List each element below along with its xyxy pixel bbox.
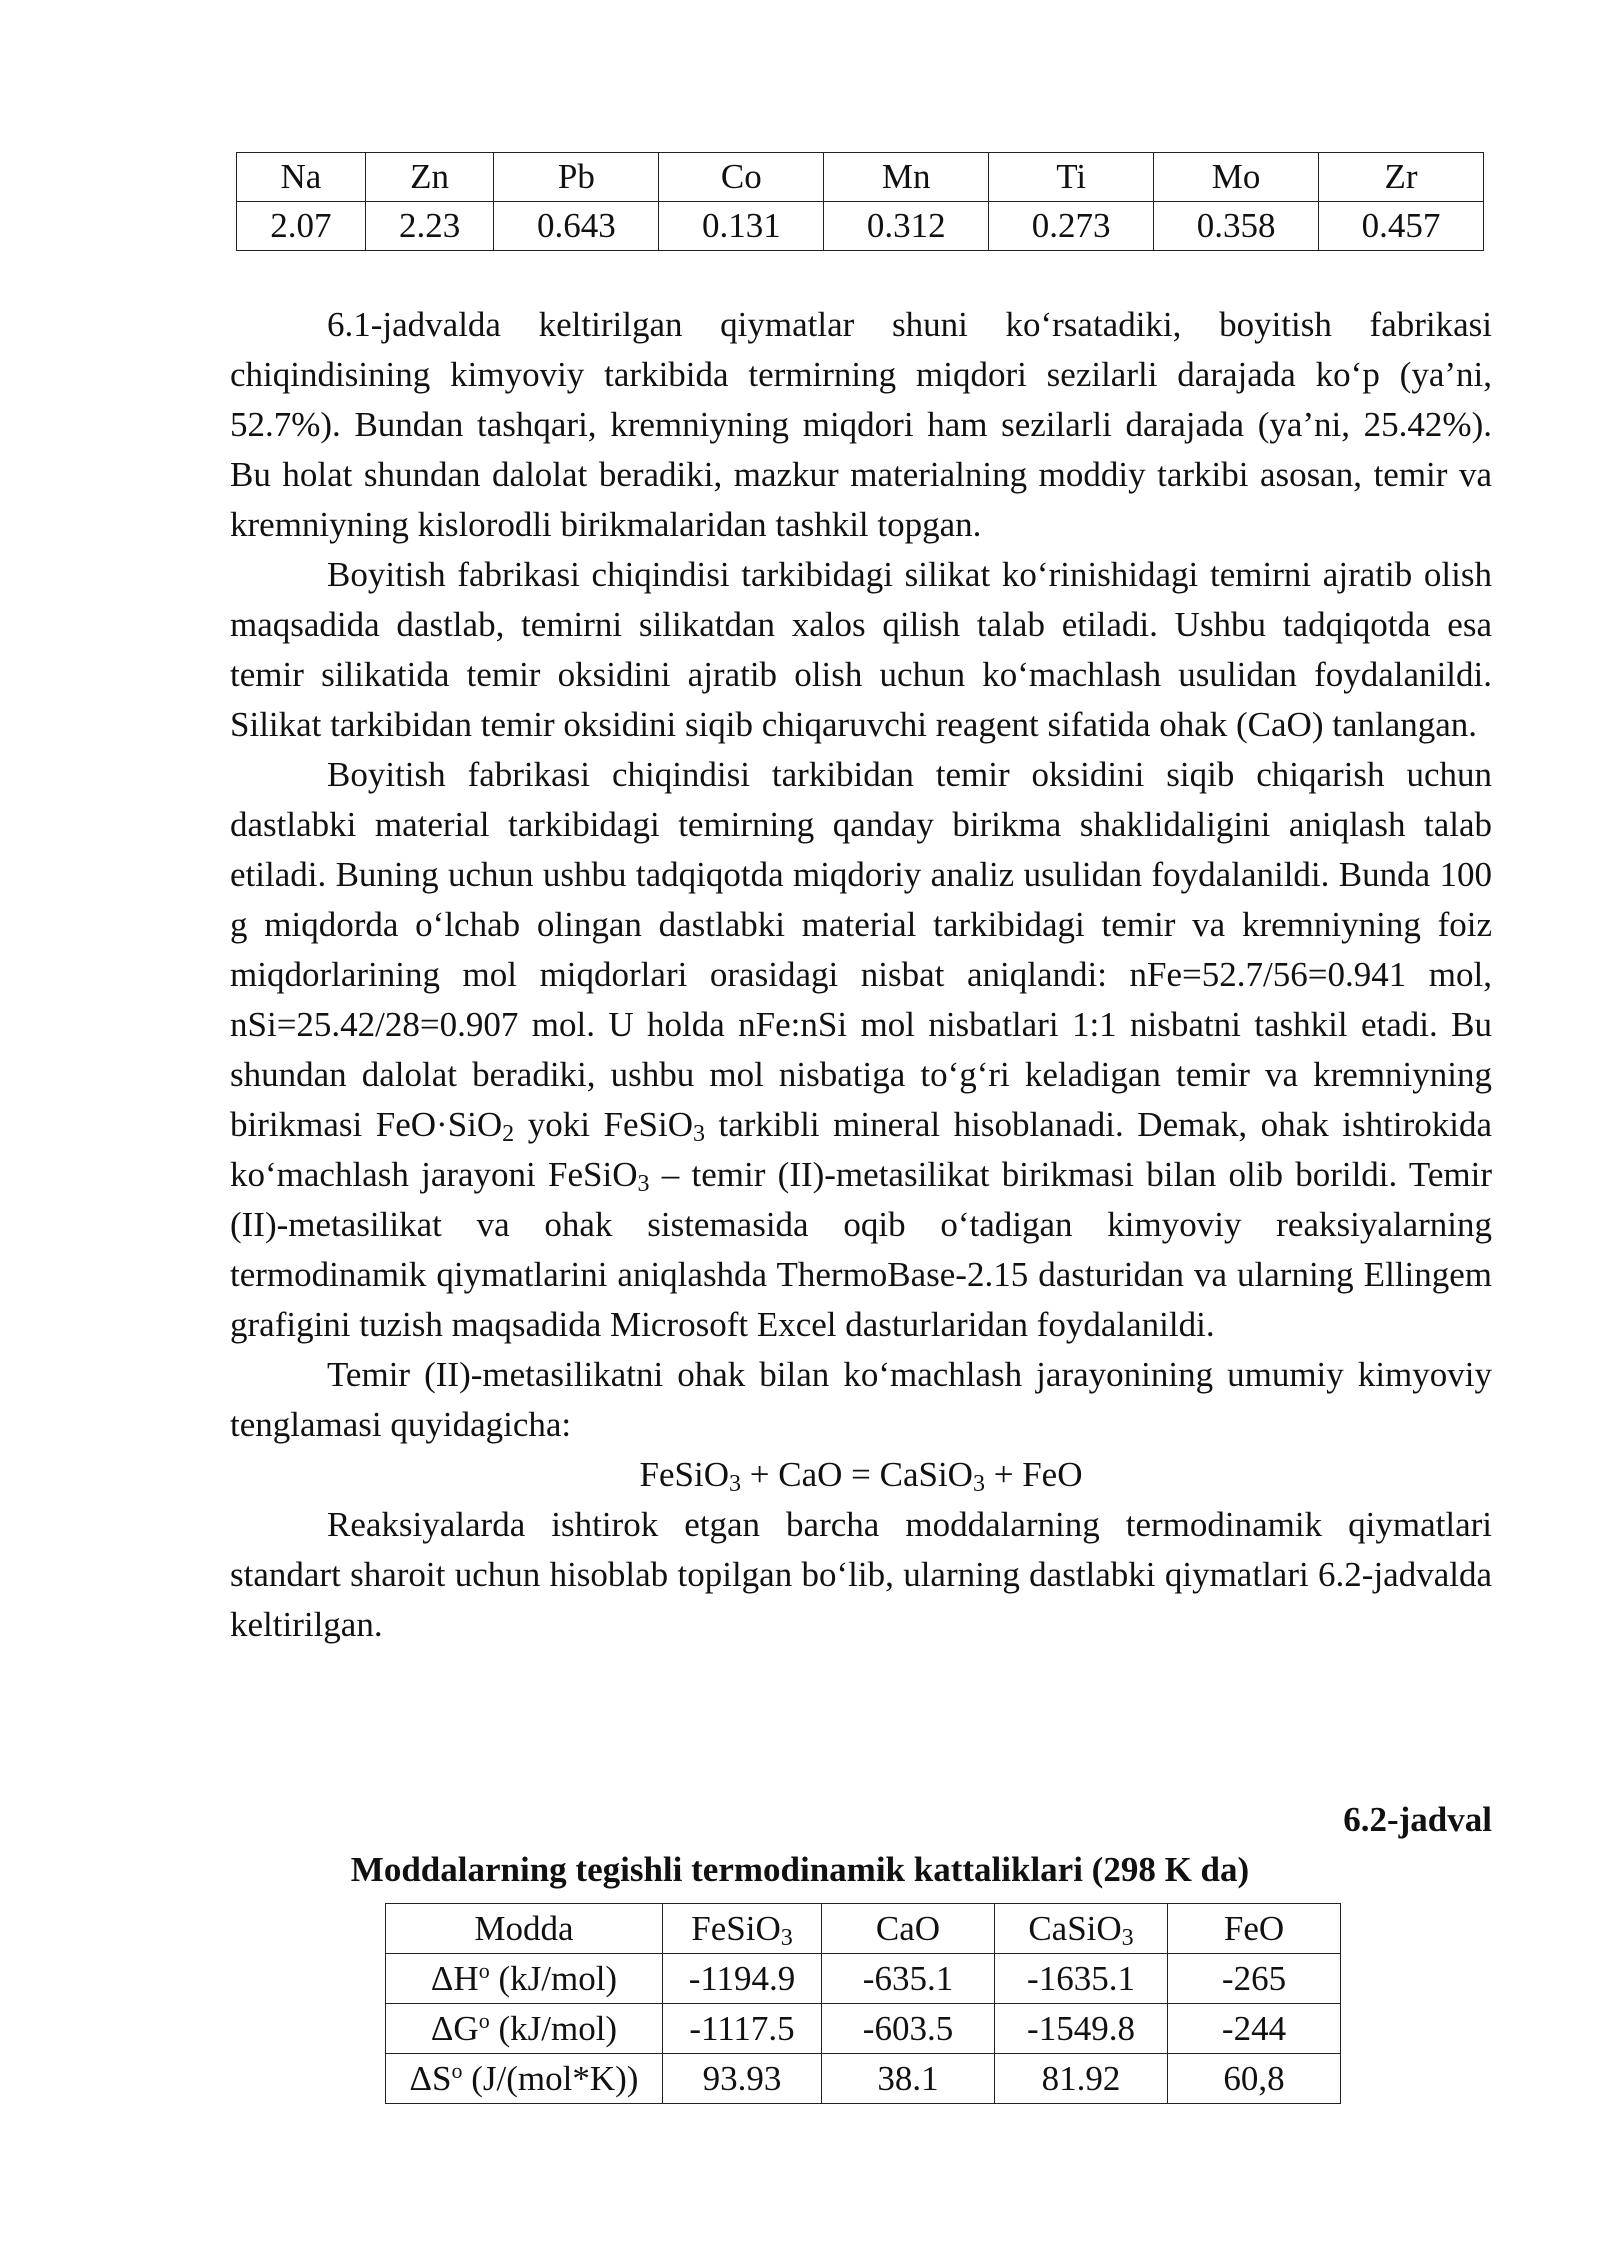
value-cell: -603.5 (822, 2004, 995, 2054)
row-label-cell (386, 1954, 663, 2004)
element-header-cell: Pb (494, 153, 659, 202)
value-cell: -635.1 (822, 1954, 995, 2004)
value-cell: 60,8 (1168, 2054, 1341, 2104)
thermodynamic-table (385, 1903, 1341, 2104)
element-value-cell: 0.457 (1319, 202, 1484, 251)
header-cell (995, 1904, 1168, 1954)
row-label-text: (J/(mol*K)) (462, 2058, 639, 2098)
subscript: 3 (1121, 1924, 1134, 1951)
paragraph-4: Temir (II)-metasilikatni ohak bilan ko‘machlash jarayonining umumiy kimyoviy tenglamasi quyidagicha: (230, 1355, 1492, 1444)
row-label-text: (kJ/mol) (489, 2008, 618, 2048)
value-cell: 81.92 (995, 2054, 1168, 2104)
value-cell: -1117.5 (663, 2004, 822, 2054)
element-header-cell: Mn (824, 153, 989, 202)
value-cell: 38.1 (822, 2054, 995, 2104)
value-cell: -1635.1 (995, 1954, 1168, 2004)
subscript: 3 (780, 1924, 793, 1951)
element-header-cell: Mo (1154, 153, 1319, 202)
row-label-text: ΔS (409, 2058, 452, 2098)
superscript: o (478, 1957, 490, 1983)
element-header-cell: Zn (365, 153, 494, 202)
element-header-cell: Ti (989, 153, 1154, 202)
table-row (386, 2004, 1341, 2054)
body-text (230, 300, 1492, 1650)
equation-text: FeSiO (639, 1455, 729, 1494)
value-cell: -1549.8 (995, 2004, 1168, 2054)
element-value-cell: 0.643 (494, 202, 659, 251)
subscript: 2 (502, 1121, 515, 1147)
paragraph-3-text: yoki FeSiO (514, 1105, 693, 1144)
header-cell: FeO (1168, 1904, 1341, 1954)
header-cell: Modda (386, 1904, 663, 1954)
subscript: 3 (637, 1171, 650, 1197)
row-label-cell (386, 2054, 663, 2104)
row-label-text: ΔH (430, 1958, 479, 1998)
value-cell: -244 (1168, 2004, 1341, 2054)
value-cell: -265 (1168, 1954, 1341, 2004)
element-value-cell: 0.358 (1154, 202, 1319, 251)
element-content-table (236, 152, 1484, 251)
paragraph-5: Reaksiyalarda ishtirok etgan barcha moddalarning termodinamik qiymatlari standart sharoit uchun hisoblab topilgan bo‘lib, ularning dastlabki qiymatlari 6.2-jadvalda keltirilgan. (230, 1505, 1492, 1644)
header-cell (663, 1904, 822, 1954)
element-header-cell: Na (237, 153, 366, 202)
element-value-cell: 0.131 (659, 202, 824, 251)
value-cell: -1194.9 (663, 1954, 822, 2004)
subscript: 3 (728, 1471, 741, 1497)
element-header-cell: Zr (1319, 153, 1484, 202)
table-row (386, 1954, 1341, 2004)
paragraph-3-text: Boyitish fabrikasi chiqindisi tarkibidan temir oksidini siqib chiqarish uchun dastlabki material tarkibidagi temirning qanday birikma shaklidaligini aniqlash talab etiladi. Buning uchun ushbu tadqiqotda miqdoriy analiz usulidan foydalanildi. Bunda 100 g miqdorda o‘lchab olingan dastlabki material tarkibidagi temir va kremniyning foiz miqdorlarining mol miqdorlari orasidagi nisbat aniqlandi: nFe=52.7/56=0.941 mol, nSi=25.42/28=0.907 mol. U holda nFe:nSi mol nisbatlari 1:1 nisbatni tashkil etadi. Bu shundan dalolat beradiki, ushbu mol nisbatiga to‘g‘ri keladigan temir va kremniyning birikmasi FeO·SiO (230, 755, 1492, 1144)
element-value-cell: 0.312 (824, 202, 989, 251)
subscript: 3 (692, 1121, 705, 1147)
table-row (386, 1904, 1341, 1954)
paragraph-1: 6.1-jadvalda keltirilgan qiymatlar shuni ko‘rsatadiki, boyitish fabrikasi chiqindisining kimyoviy tarkibida termirning miqdori sezilarli darajada ko‘p (ya’ni, 52.7%). Bundan tashqari, kremniyning miqdori ham sezilarli darajada (ya’ni, 25.42%). Bu holat shundan dalolat beradiki, mazkur materialning moddiy tarkibi asosan, temir va kremniyning kislorodli birikmalaridan tashkil topgan. (230, 305, 1492, 544)
element-value-cell: 2.23 (365, 202, 494, 251)
subscript: 3 (972, 1471, 985, 1497)
element-header-cell: Co (659, 153, 824, 202)
table-row (237, 153, 1484, 202)
superscript: o (451, 2057, 463, 2083)
row-label-text: (kJ/mol) (489, 1958, 618, 1998)
superscript: o (478, 2007, 490, 2033)
table-number: 6.2-jadval (1343, 1800, 1492, 1839)
table-row (386, 2054, 1341, 2104)
row-label-cell (386, 2004, 663, 2054)
element-value-cell: 0.273 (989, 202, 1154, 251)
paragraph-3-text: tarkibli mineral hisoblanadi. Demak, ohak ishtirokida ko‘machlash jarayoni FeSiO (230, 1105, 1492, 1194)
element-value-cell: 2.07 (237, 202, 366, 251)
equation-text: + FeO (984, 1455, 1083, 1494)
equation-text: + CaO = CaSiO (740, 1455, 973, 1494)
header-cell-text: FeSiO (691, 1908, 781, 1948)
table-title: Moddalarning tegishli termodinamik kattaliklari (298 K da) (350, 1850, 1250, 1889)
paragraph-3 (230, 750, 1492, 1350)
table-row (237, 202, 1484, 251)
header-cell-text: CaSiO (1028, 1908, 1122, 1948)
row-label-text: ΔG (430, 2008, 479, 2048)
value-cell: 93.93 (663, 2054, 822, 2104)
paragraph-3-text: – temir (II)-metasilikat birikmasi bilan olib borildi. Temir (II)-metasilikat va ohak sistemasida oqib o‘tadigan kimyoviy reaksiyalarning termodinamik qiymatlarini aniqlashda ThermoBase-2.15 dasturidan va ularning Ellingem grafigini tuzish maqsadida Microsoft Excel dasturlaridan foydalanildi. (230, 1155, 1492, 1344)
header-cell: CaO (822, 1904, 995, 1954)
paragraph-2: Boyitish fabrikasi chiqindisi tarkibidagi silikat ko‘rinishidagi temirni ajratib olish maqsadida dastlab, temirni silikatdan xalos qilish talab etiladi. Ushbu tadqiqotda esa temir silikatida temir oksidini ajratib olish uchun ko‘machlash usulidan foydalanildi. Silikat tarkibidan temir oksidini siqib chiqaruvchi reagent sifatida ohak (CaO) tanlangan. (230, 555, 1492, 744)
reaction-equation (230, 1450, 1492, 1500)
